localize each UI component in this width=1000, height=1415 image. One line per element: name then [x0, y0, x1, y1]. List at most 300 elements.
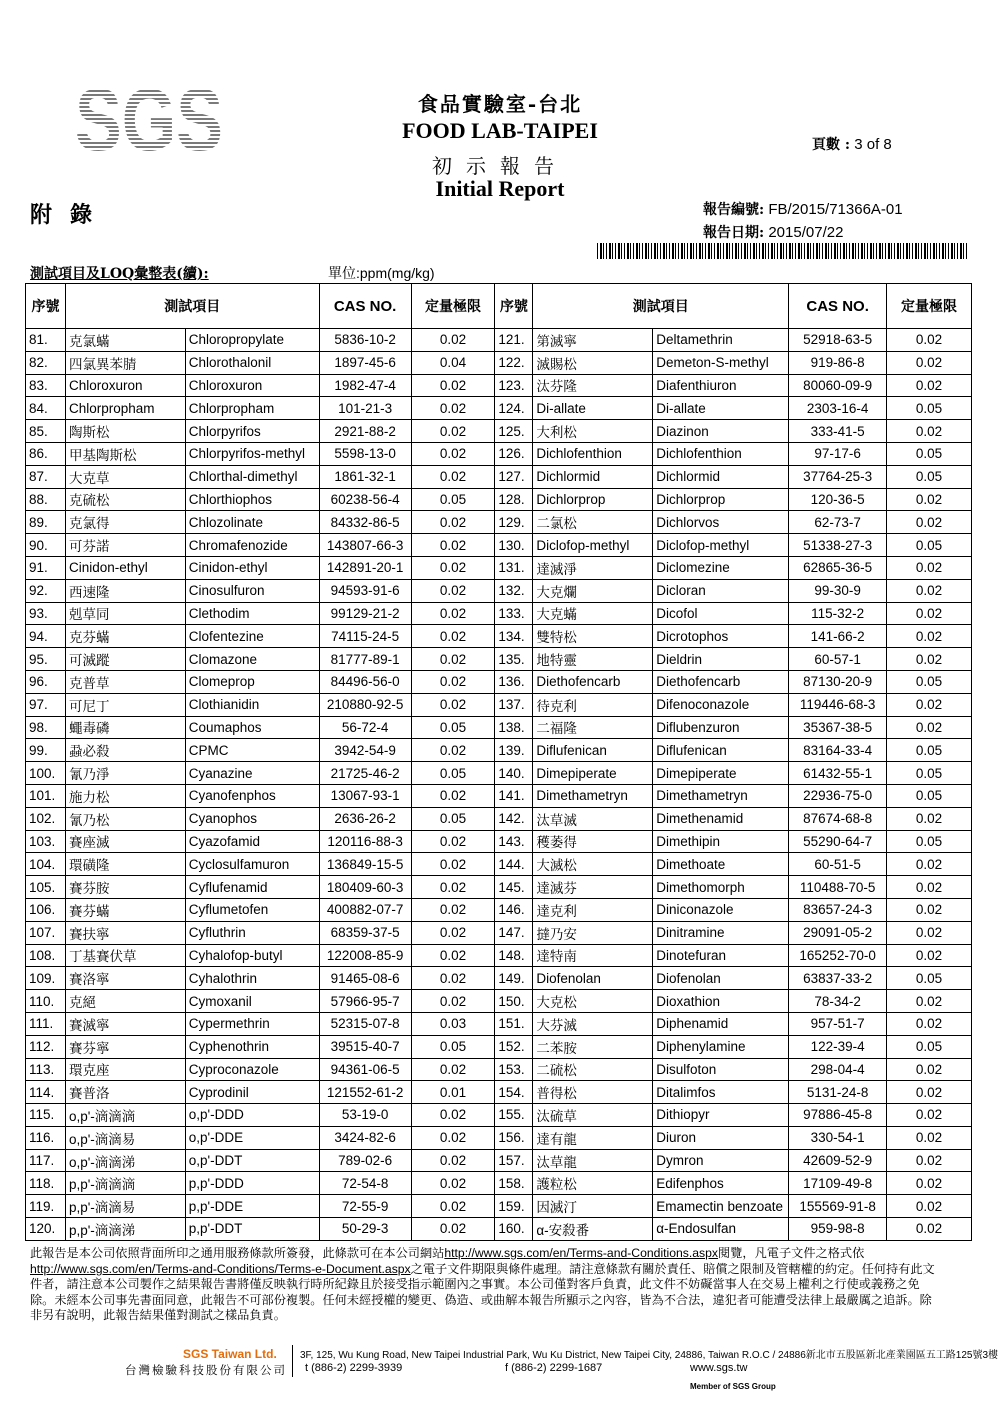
row-number: 96. [26, 670, 66, 693]
row-number: 150. [495, 990, 533, 1013]
company-fax: f (886-2) 2299-1687 [505, 1362, 603, 1374]
cas-number: 3942-54-9 [319, 739, 411, 762]
loq-value: 0.02 [887, 1172, 972, 1195]
item-name-en: Diniconazole [653, 898, 789, 921]
terms-link[interactable]: http://www.sgs.com/en/Terms-and-Conditions.aspx [444, 1246, 719, 1260]
cas-number: 84496-56-0 [319, 670, 411, 693]
row-number: 135. [495, 648, 533, 671]
row-number: 148. [495, 944, 533, 967]
table-row [26, 534, 972, 557]
row-number: 142. [495, 807, 533, 830]
report-no-label: 報告編號: [703, 202, 765, 218]
row-number: 86. [26, 442, 66, 465]
item-name-en: Cyprodinil [185, 1081, 319, 1104]
row-number: 81. [26, 329, 66, 352]
cas-number: 919-86-8 [789, 351, 887, 374]
loq-value: 0.05 [887, 442, 972, 465]
item-name-zh: 二硫松 [533, 1058, 653, 1081]
loq-value: 0.02 [887, 1058, 972, 1081]
item-name-en: Diphenylamine [653, 1035, 789, 1058]
loq-value: 0.02 [411, 944, 495, 967]
item-name-en: Clofentezine [185, 625, 319, 648]
item-name-en: Chlorpropham [185, 397, 319, 420]
loq-value: 0.05 [887, 762, 972, 785]
item-name-en: Diclofop-methyl [653, 534, 789, 557]
row-number: 134. [495, 625, 533, 648]
item-name-en: Cinosulfuron [185, 579, 319, 602]
item-name-zh: 克芬蟎 [65, 625, 185, 648]
cas-number: 83164-33-4 [789, 739, 887, 762]
loq-value: 0.02 [887, 1149, 972, 1172]
svg-text:SGS: SGS [75, 70, 223, 169]
table-row [26, 511, 972, 534]
cas-number: 84332-86-5 [319, 511, 411, 534]
row-number: 121. [495, 329, 533, 352]
header-cas: CAS NO. [319, 284, 411, 329]
item-name-zh: Dichlofenthion [533, 442, 653, 465]
row-number: 130. [495, 534, 533, 557]
cas-number: 50-29-3 [319, 1218, 411, 1241]
loq-value: 0.02 [411, 921, 495, 944]
report-date-label: 報告日期: [703, 225, 765, 241]
item-name-en: Dimethenamid [653, 807, 789, 830]
loq-value: 0.02 [887, 420, 972, 443]
table-subtitle: 測試項目及LOQ彙整表(續): [30, 266, 209, 282]
loq-value: 0.02 [887, 876, 972, 899]
item-name-zh: 丁基賽伏草 [65, 944, 185, 967]
row-number: 102. [26, 807, 66, 830]
terms-e-document-link[interactable]: http://www.sgs.com/en/Terms-and-Conditions/Terms-e-Document.aspx [30, 1261, 411, 1276]
row-number: 111. [26, 1012, 66, 1035]
item-name-zh: 達特南 [533, 944, 653, 967]
cas-number: 119446-68-3 [789, 693, 887, 716]
cas-number: 94593-91-6 [319, 579, 411, 602]
loq-value: 0.02 [411, 1104, 495, 1127]
lab-name-en: FOOD LAB-TAIPEI [402, 118, 598, 143]
item-name-en: o,p'-DDD [185, 1104, 319, 1127]
item-name-zh: 二氯松 [533, 511, 653, 534]
cas-number: 121552-61-2 [319, 1081, 411, 1104]
item-name-en: Cyanazine [185, 762, 319, 785]
loq-value: 0.05 [887, 670, 972, 693]
item-name-zh: Di-allate [533, 397, 653, 420]
disclaimer-text: 此報告是本公司依照背面所印之通用服務條款所簽發，此條款可在本公司網站 [30, 1246, 445, 1260]
loq-value: 0.02 [887, 853, 972, 876]
row-number: 117. [26, 1149, 66, 1172]
table-row [26, 1195, 972, 1218]
loq-value: 0.02 [411, 602, 495, 625]
item-name-zh: 達滅淨 [533, 556, 653, 579]
table-row [26, 1081, 972, 1104]
row-number: 120. [26, 1218, 66, 1241]
item-name-zh: 氰乃松 [65, 807, 185, 830]
item-name-zh: o,p'-滴滴易 [65, 1126, 185, 1149]
table-row [26, 442, 972, 465]
item-name-en: Chlorothalonil [185, 351, 319, 374]
loq-value: 0.02 [411, 830, 495, 853]
item-name-en: Difenoconazole [653, 693, 789, 716]
cas-number: 400882-07-7 [319, 898, 411, 921]
item-name-zh: Diethofencarb [533, 670, 653, 693]
member-label: Member of SGS Group [690, 1382, 776, 1391]
loq-value: 0.02 [411, 511, 495, 534]
company-website[interactable]: www.sgs.tw [690, 1362, 748, 1374]
item-name-zh: Dichlormid [533, 465, 653, 488]
table-row [26, 739, 972, 762]
loq-value: 0.01 [411, 1081, 495, 1104]
item-name-zh: Diflufenican [533, 739, 653, 762]
cas-number: 55290-64-7 [789, 830, 887, 853]
loq-value: 0.02 [411, 556, 495, 579]
item-name-zh: 剋草同 [65, 602, 185, 625]
lab-name-zh: 食品實驗室-台北 [417, 92, 583, 116]
cas-number: 83657-24-3 [789, 898, 887, 921]
item-name-en: Di-allate [653, 397, 789, 420]
loq-value: 0.02 [411, 1126, 495, 1149]
item-name-en: CPMC [185, 739, 319, 762]
barcode [597, 243, 967, 259]
item-name-en: Cyflufenamid [185, 876, 319, 899]
table-row [26, 944, 972, 967]
cas-number: 81777-89-1 [319, 648, 411, 671]
report-date [703, 222, 843, 242]
item-name-zh: 可尼丁 [65, 693, 185, 716]
row-number: 94. [26, 625, 66, 648]
cas-number: 22936-75-0 [789, 784, 887, 807]
row-number: 100. [26, 762, 66, 785]
item-name-zh: 大芬滅 [533, 1012, 653, 1035]
row-number: 112. [26, 1035, 66, 1058]
loq-value: 0.02 [887, 1218, 972, 1241]
cas-number: 60-51-5 [789, 853, 887, 876]
item-name-zh: 可芬諾 [65, 534, 185, 557]
item-name-zh: 甲基陶斯松 [65, 442, 185, 465]
row-number: 104. [26, 853, 66, 876]
loq-value: 0.02 [887, 1195, 972, 1218]
item-name-zh: 達克利 [533, 898, 653, 921]
row-number: 113. [26, 1058, 66, 1081]
loq-value: 0.02 [887, 374, 972, 397]
loq-value: 0.02 [887, 1012, 972, 1035]
row-number: 145. [495, 876, 533, 899]
cas-number: 115-32-2 [789, 602, 887, 625]
table-row [26, 556, 972, 579]
row-number: 85. [26, 420, 66, 443]
cas-number: 72-55-9 [319, 1195, 411, 1218]
cas-number: 330-54-1 [789, 1126, 887, 1149]
row-number: 118. [26, 1172, 66, 1195]
cas-number: 94361-06-5 [319, 1058, 411, 1081]
row-number: 105. [26, 876, 66, 899]
item-name-zh: 賽扶寧 [65, 921, 185, 944]
item-name-zh: Dimethametryn [533, 784, 653, 807]
item-name-en: Cyflumetofen [185, 898, 319, 921]
row-number: 119. [26, 1195, 66, 1218]
row-number: 106. [26, 898, 66, 921]
report-date-value: 2015/07/22 [768, 224, 844, 241]
item-name-en: Chromafenozide [185, 534, 319, 557]
item-name-zh: 護粒松 [533, 1172, 653, 1195]
loq-value: 0.02 [887, 898, 972, 921]
cas-number: 122-39-4 [789, 1035, 887, 1058]
row-number: 139. [495, 739, 533, 762]
item-name-en: Ditalimfos [653, 1081, 789, 1104]
item-name-zh: 西速隆 [65, 579, 185, 602]
item-name-zh: Cinidon-ethyl [65, 556, 185, 579]
cas-number: 165252-70-0 [789, 944, 887, 967]
cas-number: 99129-21-2 [319, 602, 411, 625]
cas-number: 39515-40-7 [319, 1035, 411, 1058]
loq-value: 0.02 [887, 351, 972, 374]
item-name-en: Chloroxuron [185, 374, 319, 397]
cas-number: 180409-60-3 [319, 876, 411, 899]
loq-value: 0.05 [411, 488, 495, 511]
loq-value: 0.05 [411, 1035, 495, 1058]
cas-number: 2921-88-2 [319, 420, 411, 443]
item-name-en: Cypermethrin [185, 1012, 319, 1035]
item-name-zh: 四氯異苯腈 [65, 351, 185, 374]
row-number: 90. [26, 534, 66, 557]
loq-value: 0.02 [887, 1081, 972, 1104]
item-name-en: Clomeprop [185, 670, 319, 693]
cas-number: 87130-20-9 [789, 670, 887, 693]
row-number: 124. [495, 397, 533, 420]
header-no: 序號 [26, 284, 66, 329]
item-name-zh: 達有龍 [533, 1126, 653, 1149]
table-row [26, 351, 972, 374]
item-name-en: Chlorthiophos [185, 488, 319, 511]
item-name-zh: 施力松 [65, 784, 185, 807]
item-name-en: Cyfluthrin [185, 921, 319, 944]
item-name-en: Dimethoate [653, 853, 789, 876]
header-item: 測試項目 [65, 284, 319, 329]
item-name-zh: 賽芬胺 [65, 876, 185, 899]
cas-number: 122008-85-9 [319, 944, 411, 967]
loq-value: 0.02 [411, 1149, 495, 1172]
unit-label: 單位:ppm(mg/kg) [328, 265, 435, 281]
item-name-en: Demeton-S-methyl [653, 351, 789, 374]
loq-value: 0.02 [411, 876, 495, 899]
item-name-en: Dichlorprop [653, 488, 789, 511]
row-number: 122. [495, 351, 533, 374]
loq-table [25, 283, 972, 1241]
loq-value: 0.05 [887, 830, 972, 853]
cas-number: 72-54-8 [319, 1172, 411, 1195]
item-name-en: Dioxathion [653, 990, 789, 1013]
row-number: 95. [26, 648, 66, 671]
row-number: 141. [495, 784, 533, 807]
table-row [26, 488, 972, 511]
table-row [26, 784, 972, 807]
report-number [703, 199, 903, 219]
item-name-zh: 大滅松 [533, 853, 653, 876]
item-name-en: Edifenphos [653, 1172, 789, 1195]
item-name-zh: 待克利 [533, 693, 653, 716]
table-row [26, 807, 972, 830]
cas-number: 155569-91-8 [789, 1195, 887, 1218]
loq-value: 0.02 [411, 442, 495, 465]
item-name-zh: p,p'-滴滴滴 [65, 1172, 185, 1195]
item-name-en: o,p'-DDE [185, 1126, 319, 1149]
cas-number: 333-41-5 [789, 420, 887, 443]
item-name-en: Dichlofenthion [653, 442, 789, 465]
item-name-en: Dithiopyr [653, 1104, 789, 1127]
item-name-zh: 大利松 [533, 420, 653, 443]
table-row [26, 374, 972, 397]
row-number: 115. [26, 1104, 66, 1127]
loq-value: 0.02 [887, 944, 972, 967]
header-loq: 定量極限 [887, 284, 972, 329]
item-name-zh: 滅賜松 [533, 351, 653, 374]
table-row [26, 648, 972, 671]
loq-value: 0.02 [411, 420, 495, 443]
cas-number: 5836-10-2 [319, 329, 411, 352]
item-name-en: Chloropropylate [185, 329, 319, 352]
cas-number: 97886-45-8 [789, 1104, 887, 1127]
loq-value: 0.05 [887, 967, 972, 990]
row-number: 128. [495, 488, 533, 511]
loq-value: 0.02 [887, 921, 972, 944]
item-name-zh: 地特靈 [533, 648, 653, 671]
table-row [26, 1012, 972, 1035]
item-name-en: Diflufenican [653, 739, 789, 762]
item-name-en: Cyazofamid [185, 830, 319, 853]
row-number: 155. [495, 1104, 533, 1127]
item-name-en: p,p'-DDT [185, 1218, 319, 1241]
disclaimer [30, 1246, 942, 1324]
item-name-en: p,p'-DDD [185, 1172, 319, 1195]
loq-value: 0.02 [411, 1218, 495, 1241]
report-no-value: FB/2015/71366A-01 [768, 201, 903, 218]
item-name-en: Cyhalothrin [185, 967, 319, 990]
cas-number: 17109-49-8 [789, 1172, 887, 1195]
item-name-en: Dimethametryn [653, 784, 789, 807]
item-name-en: Cyhalofop-butyl [185, 944, 319, 967]
row-number: 138. [495, 716, 533, 739]
row-number: 123. [495, 374, 533, 397]
cas-number: 53-19-0 [319, 1104, 411, 1127]
row-number: 143. [495, 830, 533, 853]
loq-value: 0.02 [887, 1126, 972, 1149]
item-name-zh: 二福隆 [533, 716, 653, 739]
loq-value: 0.02 [411, 625, 495, 648]
report-type-en: Initial Report [435, 176, 565, 201]
item-name-zh: p,p'-滴滴涕 [65, 1218, 185, 1241]
cas-number: 21725-46-2 [319, 762, 411, 785]
row-number: 136. [495, 670, 533, 693]
table-row [26, 602, 972, 625]
item-name-en: Cyproconazole [185, 1058, 319, 1081]
table-header-row [26, 284, 972, 329]
loq-value: 0.02 [411, 397, 495, 420]
row-number: 151. [495, 1012, 533, 1035]
cas-number: 101-21-3 [319, 397, 411, 420]
loq-value: 0.02 [887, 807, 972, 830]
item-name-zh: 賽座滅 [65, 830, 185, 853]
row-number: 127. [495, 465, 533, 488]
item-name-en: Dinitramine [653, 921, 789, 944]
item-name-zh: 達滅芬 [533, 876, 653, 899]
cas-number: 62865-36-5 [789, 556, 887, 579]
table-row [26, 830, 972, 853]
loq-value: 0.04 [411, 351, 495, 374]
item-name-zh: 因滅汀 [533, 1195, 653, 1218]
cas-number: 210880-92-5 [319, 693, 411, 716]
table-row [26, 329, 972, 352]
cas-number: 60238-56-4 [319, 488, 411, 511]
row-number: 152. [495, 1035, 533, 1058]
item-name-zh: Dimepiperate [533, 762, 653, 785]
header-no: 序號 [495, 284, 533, 329]
table-row [26, 1035, 972, 1058]
cas-number: 62-73-7 [789, 511, 887, 534]
table-row [26, 420, 972, 443]
loq-value: 0.02 [411, 784, 495, 807]
item-name-zh: 蠅毒磷 [65, 716, 185, 739]
row-number: 84. [26, 397, 66, 420]
row-number: 99. [26, 739, 66, 762]
row-number: 103. [26, 830, 66, 853]
row-number: 156. [495, 1126, 533, 1149]
row-number: 110. [26, 990, 66, 1013]
cas-number: 141-66-2 [789, 625, 887, 648]
item-name-zh: 賽芬蟎 [65, 898, 185, 921]
loq-value: 0.02 [411, 329, 495, 352]
table-row [26, 921, 972, 944]
item-name-en: Dicloran [653, 579, 789, 602]
company-name-en: SGS Taiwan Ltd. [183, 1347, 277, 1361]
row-number: 132. [495, 579, 533, 602]
row-number: 109. [26, 967, 66, 990]
cas-number: 52918-63-5 [789, 329, 887, 352]
item-name-zh: 克普草 [65, 670, 185, 693]
item-name-en: p,p'-DDE [185, 1195, 319, 1218]
item-name-zh: 環磺隆 [65, 853, 185, 876]
item-name-en: Dieldrin [653, 648, 789, 671]
page-count [812, 134, 892, 154]
cas-number: 2636-26-2 [319, 807, 411, 830]
item-name-en: Emamectin benzoate [653, 1195, 789, 1218]
item-name-zh: 汰草龍 [533, 1149, 653, 1172]
disclaimer-text: 之電子文件期限與條件處理。請注意條款有關於責任、賠償之限制及管轄權的約定。任何持有此文件者，請注意本公司製作之結果報告書將僅反映執行時所紀錄且於接受指示範圍內之事實。本公司僅對客戶負責，此文件不妨礙當事人在交易上權利之行使或義務之免除。未經本公司事先書面同意，此報告不可部份複製。任何未經授權的變更、偽造、或曲解本報告所顯示之內容，皆為不合法，違犯者可能遭受法律上最嚴厲之追訴。除非另有說明，此報告結果僅對測試之樣品負責。 [30, 1261, 935, 1322]
item-name-zh: 二苯胺 [533, 1035, 653, 1058]
item-name-zh: 第滅寧 [533, 329, 653, 352]
loq-value: 0.02 [411, 898, 495, 921]
item-name-zh: 賽普洛 [65, 1081, 185, 1104]
table-row [26, 1058, 972, 1081]
item-name-zh: α-安殺番 [533, 1218, 653, 1241]
item-name-zh: 汰芬隆 [533, 374, 653, 397]
loq-value: 0.03 [411, 1012, 495, 1035]
item-name-en: Dicofol [653, 602, 789, 625]
loq-value: 0.05 [411, 716, 495, 739]
loq-value: 0.02 [887, 511, 972, 534]
row-number: 146. [495, 898, 533, 921]
item-name-en: Dinotefuran [653, 944, 789, 967]
row-number: 82. [26, 351, 66, 374]
cas-number: 52315-07-8 [319, 1012, 411, 1035]
cas-number: 97-17-6 [789, 442, 887, 465]
item-name-en: Chlorpyrifos [185, 420, 319, 443]
loq-value: 0.02 [887, 625, 972, 648]
row-number: 88. [26, 488, 66, 511]
item-name-en: α-Endosulfan [653, 1218, 789, 1241]
page-label: 頁數 : [812, 137, 851, 153]
cas-number: 29091-05-2 [789, 921, 887, 944]
cas-number: 35367-38-5 [789, 716, 887, 739]
loq-value: 0.02 [887, 1104, 972, 1127]
item-name-en: Chlorthal-dimethyl [185, 465, 319, 488]
